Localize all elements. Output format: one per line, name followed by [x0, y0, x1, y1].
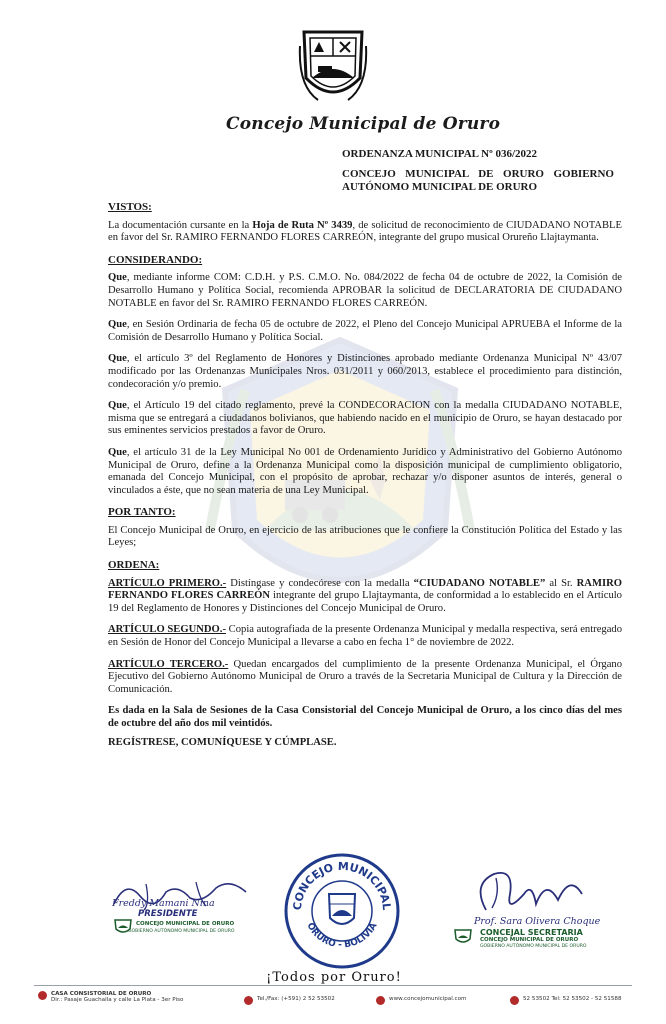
article-first-text: al Sr. [545, 577, 577, 589]
final-formula: REGÍSTRESE, COMUNÍQUESE Y CÚMPLASE. [108, 736, 337, 748]
vistos-paragraph [108, 220, 622, 245]
seal-bottom-text: ORURO - BOLIVIA [304, 921, 380, 951]
article-third-text: Quedan encargados del cumplimiento de la presente Ordenanza Municipal, el Órgano Ejecutivo del Gobierno Autónomo Municipal de Oruro a través de la Secretaria Municipal de Cultura y la Dirección de Comunicación. [108, 658, 622, 695]
article-first-label: ARTÍCULO PRIMERO.- [108, 577, 227, 589]
route-sheet-number: Hoja de Ruta Nº 3439 [252, 219, 353, 231]
por-tanto-heading: POR TANTO: [108, 506, 176, 519]
address-text: Dir.: Pasaje Guachalla y calle La Plata - 3er Piso [51, 997, 184, 1003]
considerando-paragraph [108, 272, 622, 310]
article-second-text: Copia autografiada de la presente Ordenanza Municipal y medalla respectiva, será entregado en Sesión de Honor del Concejo Municipal a llevarse a cabo en fecha 1° de noviembre de 2022. [108, 624, 622, 649]
president-stamp-line2: GOBIERNO AUTÓNOMO MUNICIPAL DE ORURO [128, 929, 235, 934]
vistos-text-c: , de solicitud de reconocimiento de CIUDADANO NOTABLE en favor del Sr. RAMIRO FERNANDO FLORES CARREÓN, integrante del grupo musical Orureño Llajtaymanta. [108, 219, 622, 244]
signature-scribble-icon [466, 864, 596, 918]
president-stamp-line1: CONCEJO MUNICIPAL DE ORURO [136, 921, 235, 927]
considerando-paragraph [108, 400, 622, 438]
telfax-text: Tel./Fax: (+591) 2 52 53502 [257, 996, 335, 1002]
article-first-text: integrante del grupo Llajtaymanta, de conformidad a lo establecido en el Artículo 19 del Reglamento de Honores y Distinciones del Concejo Municipal de Oruro. [108, 590, 622, 614]
secretary-stamp-line2: GOBIERNO AUTÓNOMO MUNICIPAL DE ORURO [480, 944, 587, 949]
institution-name: Concejo Municipal de Oruro [226, 114, 501, 134]
considerando-text: , en Sesión Ordinaria de fecha 05 de octubre de 2022, el Pleno del Concejo Municipal APRUEBA el Informe de la Comisión de Desarrollo Humano y Política Social. [108, 319, 622, 343]
honoree-name: RAMIRO FERNANDO FLORES CARREÓN [108, 577, 622, 602]
que-lead: Que [108, 400, 127, 412]
article-second [108, 624, 622, 649]
secretary-stamp-line1: CONCEJO MUNICIPAL DE ORURO [480, 937, 579, 943]
que-lead: Que [108, 272, 127, 284]
fax-icon [244, 996, 253, 1005]
given-statement: Es dada en la Sala de Sesiones de la Casa Consistorial del Concejo Municipal de Oruro, a los cinco días del mes de octubre del año dos mil veintidós. [108, 705, 622, 729]
signature-secretary [446, 864, 616, 949]
considerando-paragraph [108, 353, 622, 391]
considerando-paragraph [108, 447, 622, 497]
secretary-role: CONCEJAL SECRETARIA [480, 928, 583, 937]
footer-website[interactable] [376, 996, 467, 1005]
signature-president [106, 864, 266, 936]
footer-telfax [244, 996, 335, 1005]
ordinance-body [108, 201, 622, 749]
medal-name: “CIUDADANO NOTABLE” [413, 577, 546, 589]
que-lead: Que [108, 446, 127, 458]
que-lead: Que [108, 319, 127, 331]
address-title: CASA CONSISTORIAL DE ORURO [51, 991, 152, 997]
secretary-name: Prof. Sara Olivera Choque [474, 916, 601, 927]
considerando-paragraph [108, 319, 622, 344]
municipal-crest-icon [298, 26, 368, 106]
seal-top-text: CONCEJO MUNICIPAL [290, 859, 394, 911]
footer-divider [34, 985, 632, 986]
article-third [108, 659, 622, 697]
ordinance-number: ORDENANZA MUNICIPAL Nº 036/2022 [342, 148, 538, 160]
considerando-text: , el artículo 31 de la Ley Municipal No 001 de Ordenamiento Jurídico y Administrativo del Gobierno Autónomo Municipal de Oruro, define a la Ordenanza Municipal como la disposición municipal de cumplimiento obligatorio, emanada del Concejo Municipal, con el propósito de aprobar, rechazar y/o disponer asuntos de interés, general o vinculados a éste, que no sean materia de una Ley Municipal. [108, 446, 622, 496]
ordinance-title: CONCEJO MUNICIPAL DE ORURO GOBIERNO AUTÓNOMO MUNICIPAL DE ORURO [342, 168, 614, 193]
considerando-heading: CONSIDERANDO: [108, 253, 203, 266]
phones-text: 52 53502 Tel: 52 53502 - 52 51588 [523, 996, 622, 1002]
president-name: Freddy Mamani Nina [112, 898, 215, 909]
president-role: PRESIDENTE [138, 909, 198, 919]
globe-icon [376, 996, 385, 1005]
vistos-heading: VISTOS: [108, 201, 152, 213]
considerando-text: , el Artículo 19 del citado reglamento, prevé la CONDECORACION con la medalla CIUDADANO NOTABLE, misma que se entregará a ciudadanos bolivianos, que habiendo nacido en el municipio de Oruro, se hayan destacado por sus eminentes servicios prestados a favor de Oruro. [108, 400, 622, 437]
phone-icon [510, 996, 519, 1005]
council-logo-icon [454, 929, 472, 945]
article-first-text: Distíngase y condecórese con la medalla [226, 577, 414, 589]
vistos-text-a: La documentación cursante en la [108, 219, 253, 231]
que-lead: Que [108, 353, 127, 365]
footer [34, 988, 634, 1016]
considerando-text: , mediante informe COM: C.D.H. y P.S. C.M.O. No. 084/2022 de fecha 04 de octubre de 2022, la Comisión de Desarrollo Humano y Política Social, recomienda APROBAR la solicitud de DECLARATORIA DE CIUDADANO NOTABLE en favor del Sr. RAMIRO FERNANDO FLORES CARREÓN. [108, 272, 622, 309]
location-pin-icon [38, 991, 47, 1000]
ordena-heading: ORDENA: [108, 559, 160, 572]
article-third-label: ARTÍCULO TERCERO.- [108, 658, 229, 670]
por-tanto-paragraph: El Concejo Municipal de Oruro, en ejercicio de las atribuciones que le confiere la Constitución Política del Estado y las Leyes; [108, 524, 622, 549]
official-seal-icon [283, 852, 401, 970]
article-first [108, 578, 622, 616]
considerando-text: , el artículo 3º del Reglamento de Honores y Distinciones aprobado mediante Ordenanza Municipal Nº 43/07 modificado por las Ordenanzas Municipales Nros. 031/2011 y 060/2013, establece el procedimiento para distinción, condecoración y/o premio. [108, 353, 622, 390]
article-second-label: ARTÍCULO SEGUNDO.- [108, 624, 226, 636]
footer-address [38, 991, 183, 1003]
footer-slogan: ¡Todos por Oruro! [234, 970, 434, 985]
footer-phones [510, 996, 622, 1005]
website-link[interactable]: www.concejomunicipal.com [389, 996, 467, 1002]
